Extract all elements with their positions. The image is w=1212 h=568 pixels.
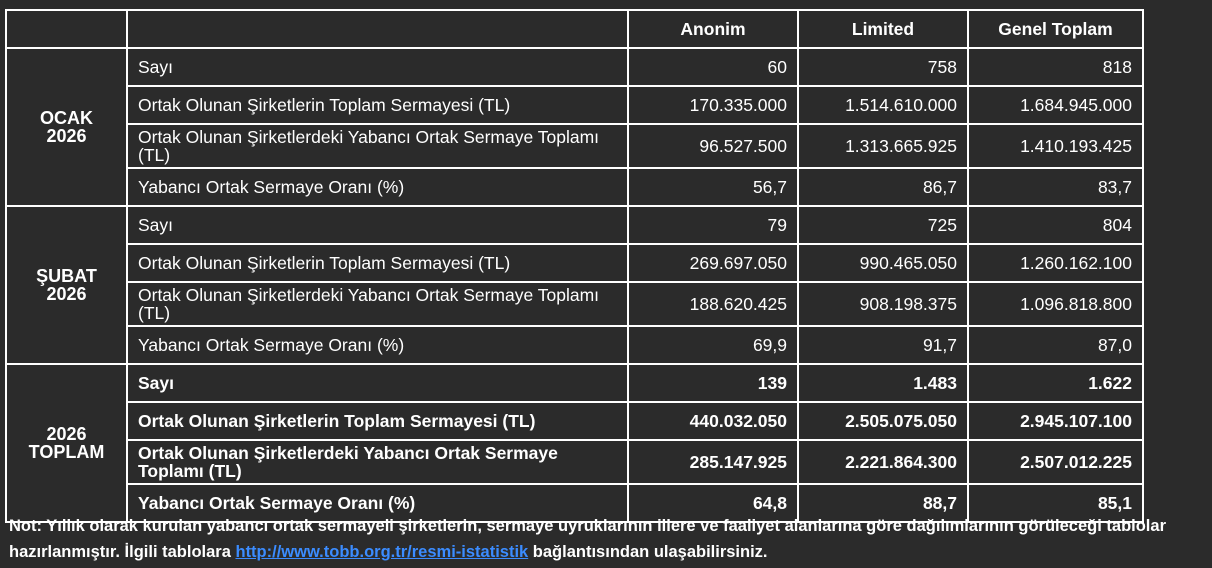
cell-anonim: 139 bbox=[628, 364, 798, 402]
cell-limited: 1.483 bbox=[798, 364, 968, 402]
cell-anonim: 56,7 bbox=[628, 168, 798, 206]
cell-anonim: 170.335.000 bbox=[628, 86, 798, 124]
cell-limited: 908.198.375 bbox=[798, 282, 968, 326]
cell-genel-toplam: 83,7 bbox=[968, 168, 1143, 206]
table-row bbox=[6, 124, 1143, 168]
footnote-text: Not: Yıllık olarak kurulan yabancı ortak sermayeli şirketlerin, sermaye uyruklarının illere ve faaliyet alanlarına göre dağılımlarının görüleceği tablolar hazırlanmıştır. İlgili tablolara bbox=[9, 517, 1166, 561]
cell-genel-toplam: 1.410.193.425 bbox=[968, 124, 1143, 168]
row-label: Ortak Olunan Şirketlerdeki Yabancı Ortak Sermaye Toplamı (TL) bbox=[127, 282, 628, 326]
cell-limited: 1.313.665.925 bbox=[798, 124, 968, 168]
cell-limited: 86,7 bbox=[798, 168, 968, 206]
cell-anonim: 269.697.050 bbox=[628, 244, 798, 282]
cell-limited: 88,7 bbox=[798, 484, 968, 522]
header-genel-toplam: Genel Toplam bbox=[968, 10, 1143, 48]
row-label: Yabancı Ortak Sermaye Oranı (%) bbox=[127, 484, 628, 522]
header-anonim: Anonim bbox=[628, 10, 798, 48]
header-group-cell bbox=[6, 10, 127, 48]
cell-limited: 1.514.610.000 bbox=[798, 86, 968, 124]
cell-genel-toplam: 1.684.945.000 bbox=[968, 86, 1143, 124]
cell-anonim: 79 bbox=[628, 206, 798, 244]
cell-anonim: 69,9 bbox=[628, 326, 798, 364]
cell-anonim: 96.527.500 bbox=[628, 124, 798, 168]
group-label-line1: 2026 bbox=[46, 424, 87, 444]
cell-limited: 2.505.075.050 bbox=[798, 402, 968, 440]
cell-genel-toplam: 1.622 bbox=[968, 364, 1143, 402]
group-label-toplam bbox=[6, 364, 127, 522]
footnote-text-end: bağlantısından ulaşabilirsiniz. bbox=[528, 543, 768, 561]
footnote bbox=[9, 513, 1207, 565]
table-row bbox=[6, 206, 1143, 244]
cell-genel-toplam: 2.507.012.225 bbox=[968, 440, 1143, 484]
table-row bbox=[6, 282, 1143, 326]
cell-limited: 2.221.864.300 bbox=[798, 440, 968, 484]
group-label-line2: 2026 bbox=[46, 126, 87, 146]
group-label-ocak bbox=[6, 48, 127, 206]
cell-limited: 990.465.050 bbox=[798, 244, 968, 282]
cell-anonim: 60 bbox=[628, 48, 798, 86]
cell-anonim: 285.147.925 bbox=[628, 440, 798, 484]
cell-anonim: 440.032.050 bbox=[628, 402, 798, 440]
table-row bbox=[6, 244, 1143, 282]
row-label: Ortak Olunan Şirketlerdeki Yabancı Ortak Sermaye Toplamı (TL) bbox=[127, 440, 628, 484]
cell-genel-toplam: 1.260.162.100 bbox=[968, 244, 1143, 282]
table-row bbox=[6, 48, 1143, 86]
row-label: Ortak Olunan Şirketlerin Toplam Sermayesi (TL) bbox=[127, 402, 628, 440]
cell-anonim: 188.620.425 bbox=[628, 282, 798, 326]
group-label-subat bbox=[6, 206, 127, 364]
row-label: Ortak Olunan Şirketlerin Toplam Sermayesi (TL) bbox=[127, 244, 628, 282]
statistics-table bbox=[5, 9, 1144, 523]
table-row bbox=[6, 364, 1143, 402]
row-label: Sayı bbox=[127, 364, 628, 402]
tobb-statistics-link[interactable]: http://www.tobb.org.tr/resmi-istatistik bbox=[235, 543, 529, 561]
table-row bbox=[6, 326, 1143, 364]
row-label: Yabancı Ortak Sermaye Oranı (%) bbox=[127, 168, 628, 206]
row-label: Sayı bbox=[127, 206, 628, 244]
row-label: Yabancı Ortak Sermaye Oranı (%) bbox=[127, 326, 628, 364]
cell-limited: 91,7 bbox=[798, 326, 968, 364]
row-label: Ortak Olunan Şirketlerdeki Yabancı Ortak Sermaye Toplamı (TL) bbox=[127, 124, 628, 168]
group-label-line2: TOPLAM bbox=[28, 442, 105, 462]
table-row bbox=[6, 402, 1143, 440]
cell-genel-toplam: 85,1 bbox=[968, 484, 1143, 522]
cell-anonim: 64,8 bbox=[628, 484, 798, 522]
table-row bbox=[6, 168, 1143, 206]
cell-limited: 725 bbox=[798, 206, 968, 244]
header-label-cell bbox=[127, 10, 628, 48]
group-label-line2: 2026 bbox=[46, 284, 87, 304]
cell-genel-toplam: 818 bbox=[968, 48, 1143, 86]
group-label-line1: ŞUBAT bbox=[36, 266, 97, 286]
group-label-line1: OCAK bbox=[40, 108, 93, 128]
cell-genel-toplam: 2.945.107.100 bbox=[968, 402, 1143, 440]
cell-genel-toplam: 1.096.818.800 bbox=[968, 282, 1143, 326]
cell-genel-toplam: 804 bbox=[968, 206, 1143, 244]
cell-limited: 758 bbox=[798, 48, 968, 86]
header-row bbox=[6, 10, 1143, 48]
row-label: Ortak Olunan Şirketlerin Toplam Sermayesi (TL) bbox=[127, 86, 628, 124]
header-limited: Limited bbox=[798, 10, 968, 48]
row-label: Sayı bbox=[127, 48, 628, 86]
table-row bbox=[6, 440, 1143, 484]
table-row bbox=[6, 86, 1143, 124]
cell-genel-toplam: 87,0 bbox=[968, 326, 1143, 364]
